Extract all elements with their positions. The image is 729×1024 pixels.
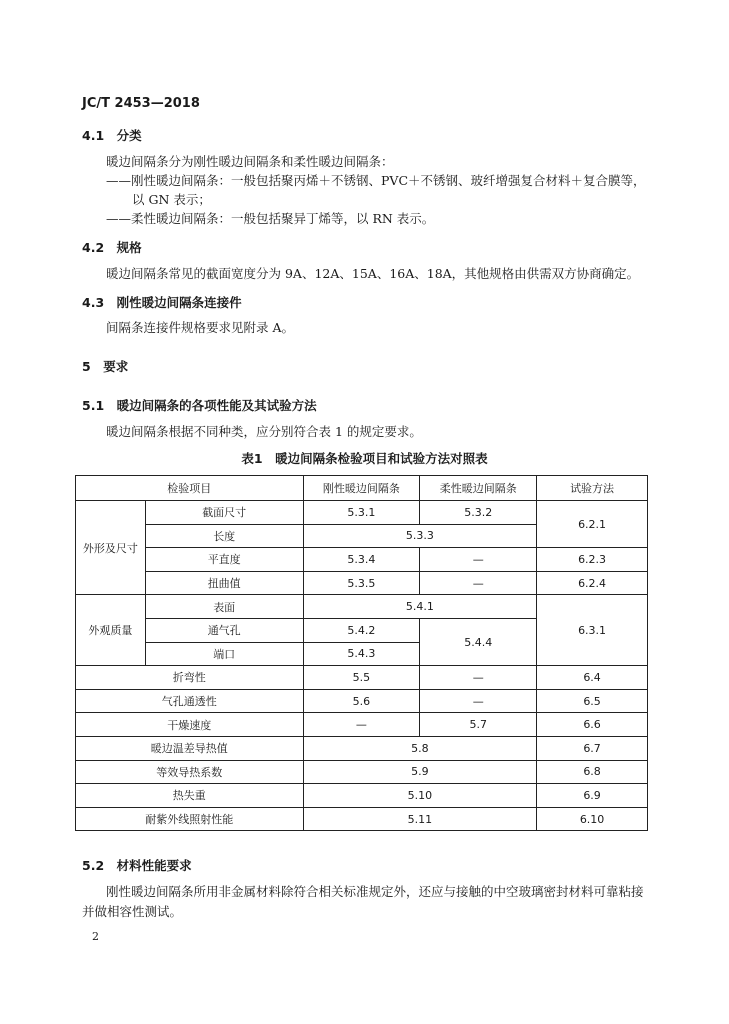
cell-item: 暖边温差导热值	[76, 736, 304, 760]
cell-flexible: —	[420, 571, 537, 595]
cell-rigid: 5.3.4	[303, 548, 420, 572]
table-row	[76, 713, 648, 737]
group-dimensions: 外形及尺寸	[76, 501, 146, 595]
table-row	[76, 689, 648, 713]
cell-method: 6.8	[537, 760, 648, 784]
cell-item: 截面尺寸	[145, 501, 303, 525]
section-4-3-text: 间隔条连接件规格要求见附录 A。	[106, 320, 295, 335]
cell-flexible: 5.7	[420, 713, 537, 737]
group-appearance: 外观质量	[76, 595, 146, 666]
cell-both: 5.3.3	[303, 524, 537, 548]
cell-item: 干燥速度	[76, 713, 304, 737]
header-method: 试验方法	[537, 476, 648, 501]
cell-method: 6.4	[537, 666, 648, 690]
section-4-2-heading: 4.2 规格	[82, 240, 142, 255]
cell-item: 等效导热系数	[76, 760, 304, 784]
section-4-2-text: 暖边间隔条常见的截面宽度分为 9A、12A、15A、16A、18A，其他规格由供需双方协商确定。	[106, 266, 640, 281]
inspection-table	[75, 475, 648, 831]
page-number: 2	[92, 930, 99, 943]
section-5-2-line1: 刚性暖边间隔条所用非金属材料除符合相关标准规定外，还应与接触的中空玻璃密封材料可靠粘接	[106, 884, 644, 899]
cell-method: 6.10	[537, 807, 648, 831]
section-4-1-intro: 暖边间隔条分为刚性暖边间隔条和柔性暖边间隔条：	[106, 154, 394, 169]
cell-item: 长度	[145, 524, 303, 548]
cell-rigid: 5.6	[303, 689, 420, 713]
table-row	[76, 736, 648, 760]
cell-method: 6.2.3	[537, 548, 648, 572]
cell-item: 耐紫外线照射性能	[76, 807, 304, 831]
cell-flexible: —	[420, 666, 537, 690]
table-row	[76, 666, 648, 690]
table-row	[76, 571, 648, 595]
table-row	[76, 807, 648, 831]
cell-item: 平直度	[145, 548, 303, 572]
cell-rigid: 5.4.2	[303, 618, 420, 642]
cell-flexible: 5.3.2	[420, 501, 537, 525]
cell-flexible: —	[420, 548, 537, 572]
section-4-1-heading: 4.1 分类	[82, 128, 142, 143]
table-caption: 表1 暖边间隔条检验项目和试验方法对照表	[241, 451, 488, 466]
cell-rigid: 5.4.3	[303, 642, 420, 666]
section-5-heading: 5 要求	[82, 359, 129, 374]
table-header-row	[76, 476, 648, 501]
cell-method: 6.3.1	[537, 595, 648, 666]
table-row	[76, 501, 648, 525]
section-4-1-rigid-line1: ——刚性暖边间隔条：一般包括聚丙烯＋不锈钢、PVC＋不锈钢、玻纤增强复合材料＋复合膜等，	[106, 173, 646, 188]
cell-method: 6.7	[537, 736, 648, 760]
table-row	[76, 595, 648, 619]
section-4-1-flexible: ——柔性暖边间隔条：一般包括聚异丁烯等，以 RN 表示。	[106, 211, 435, 226]
table-row	[76, 760, 648, 784]
cell-item: 通气孔	[145, 618, 303, 642]
cell-method: 6.6	[537, 713, 648, 737]
cell-method: 6.2.4	[537, 571, 648, 595]
cell-item: 扭曲值	[145, 571, 303, 595]
section-5-2-line2: 并做相容性测试。	[82, 904, 183, 919]
cell-both: 5.9	[303, 760, 537, 784]
header-flexible: 柔性暖边间隔条	[420, 476, 537, 501]
cell-item: 端口	[145, 642, 303, 666]
standard-number: JC/T 2453—2018	[82, 96, 200, 111]
header-item: 检验项目	[76, 476, 304, 501]
cell-both: 5.11	[303, 807, 537, 831]
section-5-2-heading: 5.2 材料性能要求	[82, 858, 192, 873]
table-row	[76, 548, 648, 572]
cell-item: 表面	[145, 595, 303, 619]
cell-item: 热失重	[76, 784, 304, 808]
section-5-1-text: 暖边间隔条根据不同种类，应分别符合表 1 的规定要求。	[106, 424, 422, 439]
cell-both: 5.10	[303, 784, 537, 808]
header-rigid: 刚性暖边间隔条	[303, 476, 420, 501]
cell-rigid: 5.3.1	[303, 501, 420, 525]
cell-item: 气孔通透性	[76, 689, 304, 713]
cell-method: 6.2.1	[537, 501, 648, 548]
cell-both: 5.4.1	[303, 595, 537, 619]
cell-flexible: —	[420, 689, 537, 713]
cell-rigid: 5.3.5	[303, 571, 420, 595]
cell-flexible: 5.4.4	[420, 618, 537, 665]
cell-method: 6.9	[537, 784, 648, 808]
cell-method: 6.5	[537, 689, 648, 713]
section-4-1-rigid-line2: 以 GN 表示；	[132, 192, 211, 207]
cell-both: 5.8	[303, 736, 537, 760]
cell-item: 折弯性	[76, 666, 304, 690]
cell-rigid: —	[303, 713, 420, 737]
section-4-3-heading: 4.3 刚性暖边间隔条连接件	[82, 295, 242, 310]
table-row	[76, 784, 648, 808]
cell-rigid: 5.5	[303, 666, 420, 690]
section-5-1-heading: 5.1 暖边间隔条的各项性能及其试验方法	[82, 398, 317, 413]
